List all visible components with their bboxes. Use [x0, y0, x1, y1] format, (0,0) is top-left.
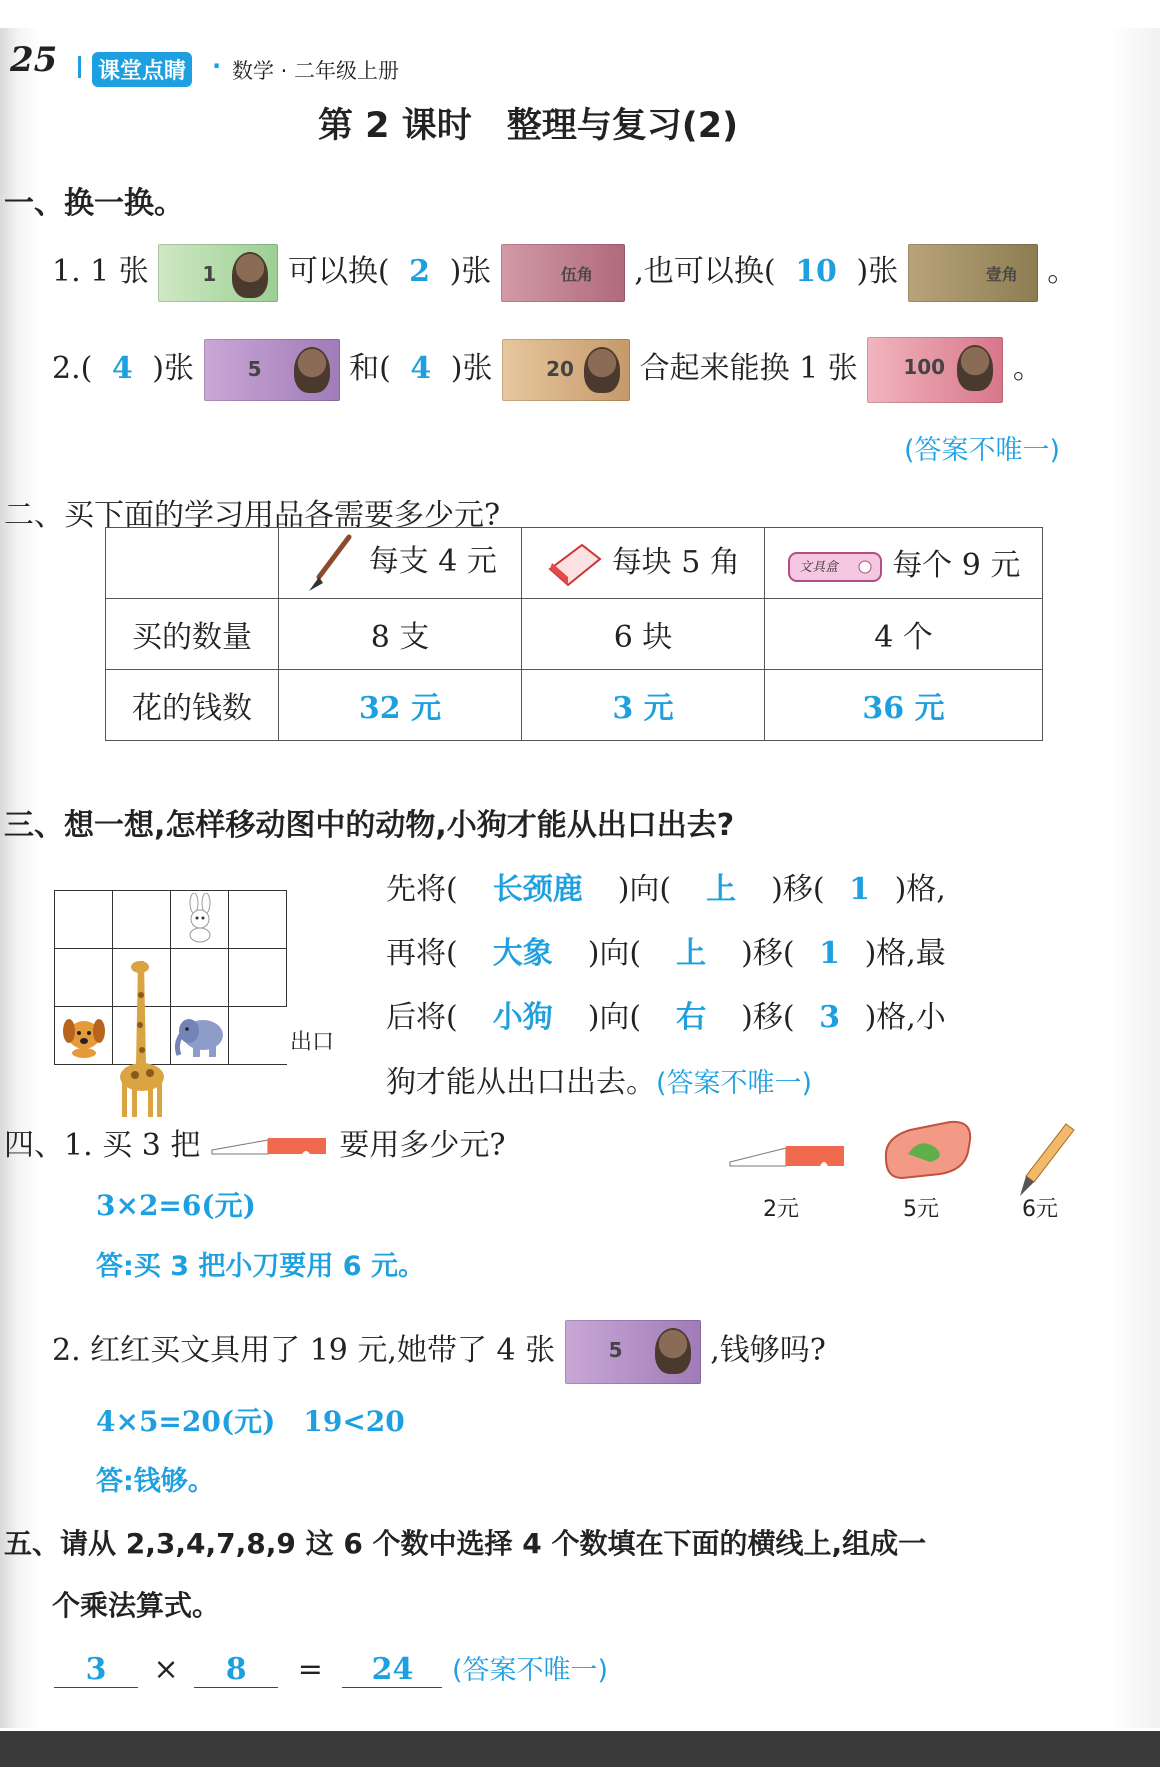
twenty-yuan-note-icon: [502, 339, 630, 401]
bill-denomination: 20: [546, 357, 574, 381]
elephant-icon: [173, 1009, 227, 1059]
row-label-cost: 花的钱数: [106, 670, 279, 741]
bill-denomination: 1: [202, 262, 217, 286]
s1-q2-text-b: 和(: [349, 351, 391, 386]
header-divider: [78, 56, 81, 78]
lesson-title: 第 2 课时 整理与复习(2): [318, 106, 739, 146]
supplies-table: [105, 527, 1043, 741]
five-yuan-note-icon: [204, 339, 340, 401]
header-dot: ·: [212, 52, 222, 80]
s3-line1: [386, 864, 946, 908]
grid-cell: [171, 891, 229, 949]
s1-q2: [52, 337, 1043, 403]
brush-icon: [303, 533, 359, 593]
s3-l4: 狗才能从出口出去。: [386, 1065, 656, 1100]
fifty-jiao-note-icon: [501, 244, 625, 302]
rabbit-icon: [180, 893, 220, 943]
s3-l3-ans2: 右: [676, 1000, 707, 1035]
dog-icon: [59, 1009, 109, 1059]
table-row: [106, 670, 1043, 741]
s3-l2-d: )格,最: [864, 936, 946, 971]
s1-q1-num: 1. 1 张: [52, 254, 149, 289]
table-corner-cell: [106, 528, 279, 599]
pencil-box-cost: 36 元: [765, 670, 1043, 741]
giraffe-icon: [110, 955, 170, 1135]
price-knife: 2元: [763, 1197, 799, 1222]
s4-q1-a: 四、1. 买 3 把: [4, 1128, 201, 1163]
eraser-icon: [546, 539, 602, 589]
eraser-qty: 6 块: [522, 599, 765, 670]
five-yuan-note-icon: [565, 1320, 701, 1384]
ten-jiao-note-icon: [908, 244, 1038, 302]
section5-title-line1: 五、请从 2,3,4,7,8,9 这 6 个数中选择 4 个数填在下面的横线上,组成一: [4, 1527, 927, 1560]
s3-l2-a: 再将(: [386, 936, 458, 971]
pencil-box-qty: 4 个: [765, 599, 1043, 670]
s4-q2-a: 2. 红红买文具用了 19 元,她带了 4 张: [52, 1333, 556, 1368]
s1-note: (答案不唯一): [904, 435, 1061, 466]
s5-equals: =: [297, 1652, 323, 1687]
s1-q1-answer-b: 10: [795, 254, 837, 289]
s1-q2-text-c: )张: [450, 351, 493, 386]
s3-l2-ans3: 1: [819, 936, 840, 971]
s1-q2-num: 2.(: [52, 351, 93, 386]
eraser-cost: 3 元: [522, 670, 765, 741]
s1-q2-text-e: 。: [1012, 351, 1043, 386]
s4-q1: [4, 1120, 506, 1164]
s1-q2-text-d: 合起来能换 1 张: [639, 351, 858, 386]
one-yuan-note-icon: [158, 244, 278, 302]
grid-cell: [55, 891, 113, 949]
s3-l3-a: 后将(: [386, 1000, 458, 1035]
eraser-price: 每块 5 角: [611, 545, 740, 580]
price-knife-icon: [728, 1138, 848, 1174]
brush-qty: 8 支: [279, 599, 522, 670]
s3-l1-b: )向(: [617, 872, 672, 907]
section5-title-line2: 个乘法算式。: [52, 1589, 221, 1622]
bill-denomination: 100: [903, 355, 946, 379]
eraser-price-cell: [522, 528, 765, 599]
animal-grid: [54, 890, 287, 1065]
s3-l3-b: )向(: [587, 1000, 642, 1035]
exit-cell: [229, 1007, 287, 1065]
grid-cell: [171, 949, 229, 1007]
s3-l3-ans3: 3: [819, 1000, 840, 1035]
brush-cost: 32 元: [279, 670, 522, 741]
s3-l2-ans1: 大象: [492, 936, 553, 971]
pencil-box-price: 每个 9 元: [892, 547, 1021, 583]
pencil-box-price-cell: [765, 528, 1043, 599]
s4-q1-b: 要用多少元?: [339, 1128, 506, 1163]
s4-q1-answer: 答:买 3 把小刀要用 6 元。: [96, 1251, 425, 1282]
brand-badge: 课堂点睛: [92, 52, 192, 87]
pencil-box-icon: [787, 547, 883, 587]
bottom-bar: [0, 1731, 1160, 1767]
s4-q2: [52, 1320, 826, 1384]
s3-line2: [386, 928, 946, 972]
s1-q1: [52, 244, 1077, 302]
grid-cell: [229, 891, 287, 949]
s5-blank-a[interactable]: 3: [54, 1652, 138, 1688]
bill-denomination: 壹角: [985, 265, 1018, 284]
s3-l1-d: )格,: [894, 872, 946, 907]
table-header-row: [106, 528, 1043, 599]
hundred-yuan-note-icon: [867, 337, 1003, 403]
s1-q1-text-c: ,也可以换(: [634, 254, 776, 289]
s1-q1-answer-a: 2: [409, 254, 431, 289]
s4-q2-answer: 答:钱够。: [96, 1466, 215, 1497]
s1-q2-answer-a: 4: [111, 351, 133, 386]
s1-q1-text-d: )张: [856, 254, 899, 289]
s3-line4: [386, 1057, 812, 1101]
price-pencil-case: 5元: [903, 1197, 939, 1222]
s3-l2-ans2: 上: [676, 936, 707, 971]
page-number: 25: [10, 40, 58, 80]
s4-q1-calc: 3×2=6(元): [96, 1189, 256, 1222]
row-label-qty: 买的数量: [106, 599, 279, 670]
s1-q2-text-a: )张: [152, 351, 195, 386]
s5-blank-c[interactable]: 24: [342, 1652, 442, 1688]
s4-q2-calc: 4×5=20(元) 19<20: [96, 1405, 405, 1438]
s3-line3: [386, 992, 946, 1036]
section1-title: 一、换一换。: [4, 186, 184, 221]
s3-l2-c: )移(: [741, 936, 795, 971]
brush-price: 每支 4 元: [368, 544, 497, 579]
s4-q2-b: ,钱够吗?: [710, 1333, 826, 1368]
bill-denomination: 伍角: [560, 265, 593, 284]
s3-l1-c: )移(: [771, 872, 825, 907]
s3-l1-ans2: 上: [706, 872, 737, 907]
s5-blank-b[interactable]: 8: [194, 1652, 278, 1688]
grid-cell: [55, 949, 113, 1007]
s1-q1-text-a: 可以换(: [287, 254, 390, 289]
s1-q2-answer-b: 4: [410, 351, 432, 386]
s3-l3-c: )移(: [741, 1000, 795, 1035]
s5-equation: [54, 1648, 608, 1688]
s3-l3-ans1: 小狗: [492, 1000, 553, 1035]
grid-cell: [171, 1007, 229, 1065]
bill-denomination: 5: [608, 1338, 623, 1362]
price-pen: 6元: [1022, 1197, 1058, 1222]
grid-cell: [55, 1007, 113, 1065]
exit-label: 出口: [290, 1030, 335, 1055]
grid-cell: [113, 891, 171, 949]
s3-l1-a: 先将(: [386, 872, 458, 907]
brush-price-cell: [279, 528, 522, 599]
price-fountain-pen-icon: [1012, 1120, 1076, 1200]
section2-title: 二、买下面的学习用品各需要多少元?: [4, 498, 501, 533]
s3-l1-ans3: 1: [849, 872, 870, 907]
bill-denomination: 5: [247, 357, 262, 381]
price-pencil-case-icon: [880, 1118, 976, 1182]
grid-cell: [229, 949, 287, 1007]
s3-l1-ans1: 长颈鹿: [492, 872, 583, 907]
pencil-box-label: 文具盒: [798, 559, 838, 575]
s3-note: (答案不唯一): [656, 1068, 813, 1099]
s5-times: ×: [153, 1652, 179, 1687]
s3-l2-b: )向(: [587, 936, 642, 971]
s3-l3-d: )格,小: [864, 1000, 946, 1035]
knife-icon: [210, 1134, 330, 1160]
subject-label: 数学 · 二年级上册: [232, 59, 400, 83]
s5-note: (答案不唯一): [452, 1655, 609, 1686]
s1-q1-text-e: 。: [1047, 254, 1078, 289]
table-row: [106, 599, 1043, 670]
s1-q1-text-b: )张: [449, 254, 492, 289]
section3-title: 三、想一想,怎样移动图中的动物,小狗才能从出口出去?: [4, 808, 735, 843]
